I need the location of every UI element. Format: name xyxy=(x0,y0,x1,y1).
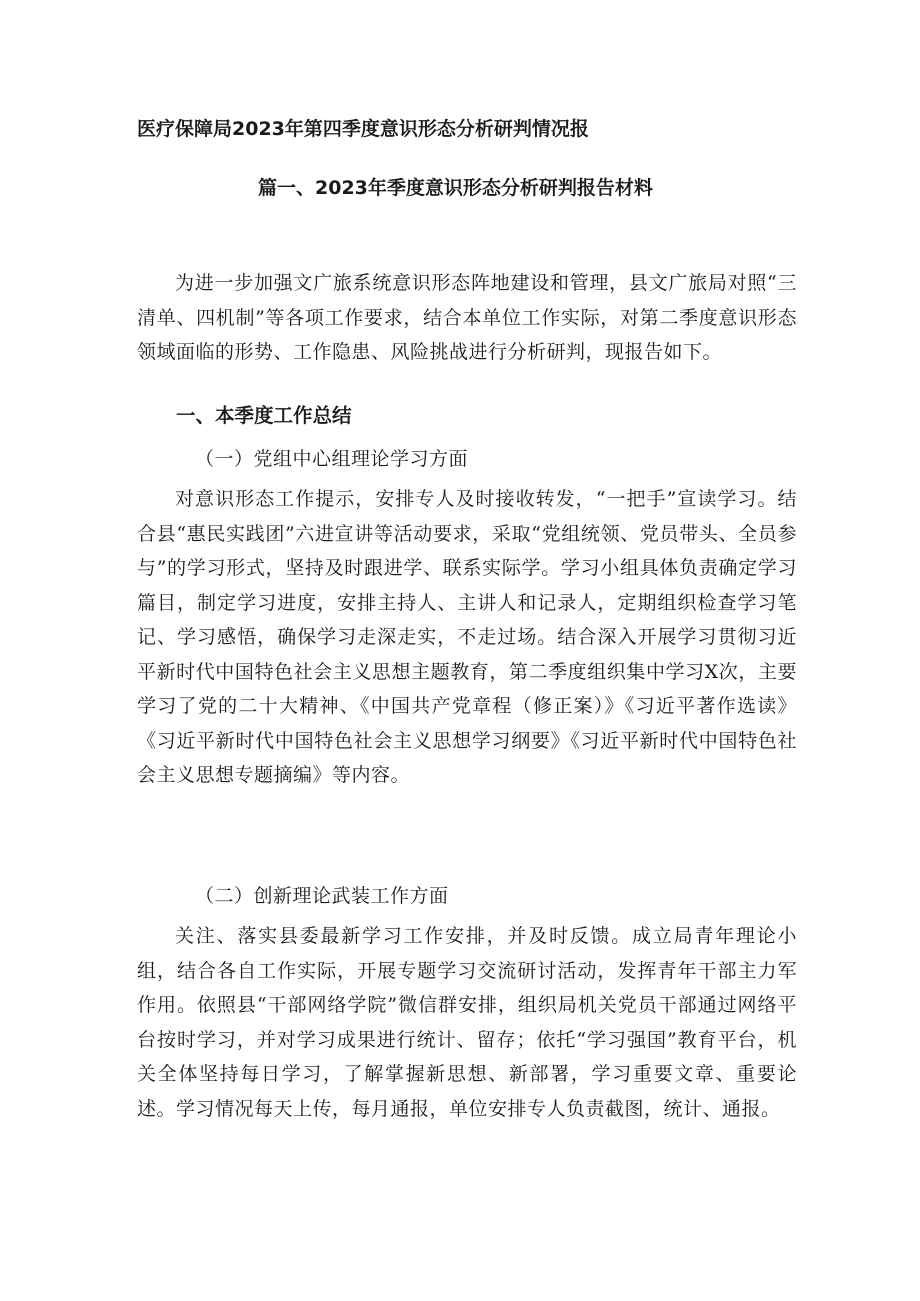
intro-section xyxy=(137,266,797,370)
document-title: 医疗保障局2023年第四季度意识形态分析研判情况报 xyxy=(137,118,589,140)
intro-paragraph: 为进一步加强文广旅系统意识形态阵地建设和管理，县文广旅局对照“三清单、四机制”等各项工作要求，结合本单位工作实际，对第二季度意识形态领域面临的形势、工作隐患、风险挑战进行分析研判，现报告如下。 xyxy=(137,272,797,363)
subsection-heading: （二）创新理论武装工作方面 xyxy=(195,885,449,907)
subsection-one-body xyxy=(137,482,797,793)
body-paragraph: 对意识形态工作提示，安排专人及时接收转发，“一把手”宣读学习。结合县“惠民实践团”六进宣讲等活动要求，采取“党组统领、党员带头、全员参与”的学习形式，坚持及时跟进学、联系实际学。学习小组具体负责确定学习篇目，制定学习进度，安排主持人、主讲人和记录人，定期组织检查学习笔记、学习感悟，确保学习走深走实，不走过场。结合深入开展学习贯彻习近平新时代中国特色社会主义思想主题教育，第二季度组织集中学习X次，主要学习了党的二十大精神、《中国共产党章程（修正案）》《习近平著作选读》《习近平新时代中国特色社会主义思想学习纲要》《习近平新时代中国特色社会主义思想专题摘编》等内容。 xyxy=(137,488,797,786)
section-heading: 一、本季度工作总结 xyxy=(176,404,352,427)
subsection-heading: （一）党组中心组理论学习方面 xyxy=(195,448,469,470)
body-paragraph: 关注、落实县委最新学习工作安排，并及时反馈。成立局青年理论小组，结合各自工作实际，开展专题学习交流研讨活动，发挥青年干部主力军作用。依照县“干部网络学院”微信群安排，组织局机关党员干部通过网络平台按时学习，并对学习成果进行统计、留存；依托“学习强国”教育平台，机关全体坚持每日学习，了解掌握新思想、新部署，学习重要文章、重要论述。学习情况每天上传，每月通报，单位安排专人负责截图，统计、通报。 xyxy=(137,925,797,1120)
subsection-two-body xyxy=(137,919,797,1126)
document-subtitle: 篇一、2023年季度意识形态分析研判报告材料 xyxy=(258,177,653,199)
